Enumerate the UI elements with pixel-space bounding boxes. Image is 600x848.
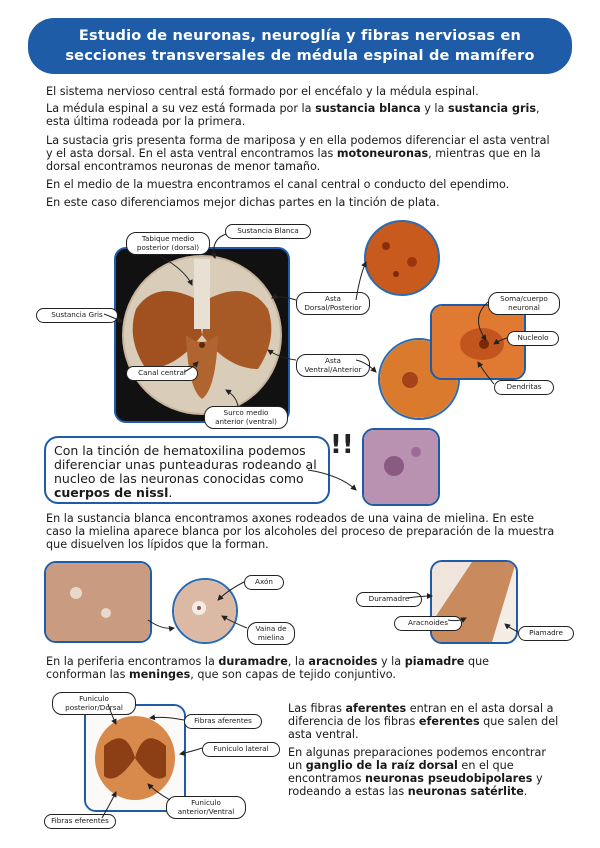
label-piamadre: Piamadre (518, 626, 574, 641)
title-line-2: secciones transversales de médula espinal de mamífero (65, 48, 535, 64)
label-vaina: Vaina de mielina (247, 622, 295, 645)
nissl-box: Con la tinción de hematoxilina podemos diferenciar unas punteaduras rodeando al nucleo de las neuronas conocidas como cuerpos de nissl. (44, 436, 330, 504)
label-canal-central: Canal central (126, 366, 198, 381)
mielina-text: En la sustancia blanca encontramos axones rodeados de una vaina de mielina. En este caso la mielina aparece blanca por los alcoholes del proceso de preparación de la muestra que disuelven los lípidos que la forman. (46, 512, 555, 551)
label-fibras-eferentes: Fibras eferentes (44, 814, 116, 829)
label-dendritas: Dendritas (494, 380, 554, 395)
label-soma: Soma/cuerpo neuronal (488, 292, 560, 315)
label-axon: Axón (244, 575, 284, 590)
label-asta-dorsal: Asta Dorsal/Posterior (296, 292, 370, 315)
intro-p4: En el medio de la muestra encontramos el canal central o conducto del ependimo. (46, 178, 510, 191)
label-asta-ventral: Asta Ventral/Anterior (296, 354, 370, 377)
title-line-1: Estudio de neuronas, neuroglía y fibras nerviosas en (78, 28, 522, 44)
label-funiculo-lateral: Funiculo lateral (202, 742, 280, 757)
fibras-text-2: En algunas preparaciones podemos encontrar un ganglio de la raíz dorsal en el que encontramos neuronas pseudobipolares y rodeando a estas las neuronas satérlite. (288, 746, 546, 798)
label-duramadre: Duramadre (356, 592, 422, 607)
label-aracnoides: Aracnoides (394, 616, 462, 631)
intro-p1: El sistema nervioso central está formado por el encéfalo y la médula espinal. (46, 85, 479, 98)
label-sustancia-gris: Sustancia Gris (36, 308, 118, 323)
label-nucleolo: Nucleolo (507, 331, 559, 346)
intro-p5: En este caso diferenciamos mejor dichas partes en la tinción de plata. (46, 196, 440, 209)
meninges-text: En la periferia encontramos la duramadre, la aracnoides y la piamadre que conforman las meninges, que son capas de tejido conjuntivo. (46, 655, 490, 681)
label-fibras-aferentes: Fibras aferentes (184, 714, 262, 729)
label-sustancia-blanca: Sustancia Blanca (225, 224, 311, 239)
label-surco: Surco medio anterior (ventral) (204, 406, 288, 429)
exclamation-icon: !! (330, 430, 354, 460)
label-funiculo-posterior: Funiculo posterior/Dorsal (52, 692, 136, 715)
label-tabique: Tabique medio posterior (dorsal) (126, 232, 210, 255)
intro-p3: La sustacia gris presenta forma de mariposa y en ella podemos diferenciar el asta ventral y el asta dorsal. En el asta ventral encontramos las motoneuronas, mientras que en la dorsal encontramos neuronas de menor tamaño. (46, 134, 550, 173)
label-funiculo-anterior: Funiculo anterior/Ventral (166, 796, 246, 819)
intro-p2: La médula espinal a su vez está formada por la sustancia blanca y la sustancia gris, esta última rodeada por la primera. (46, 102, 540, 128)
fibras-text-1: Las fibras aferentes entran en el asta dorsal a diferencia de los fibras eferentes que salen del asta ventral. (288, 702, 559, 741)
